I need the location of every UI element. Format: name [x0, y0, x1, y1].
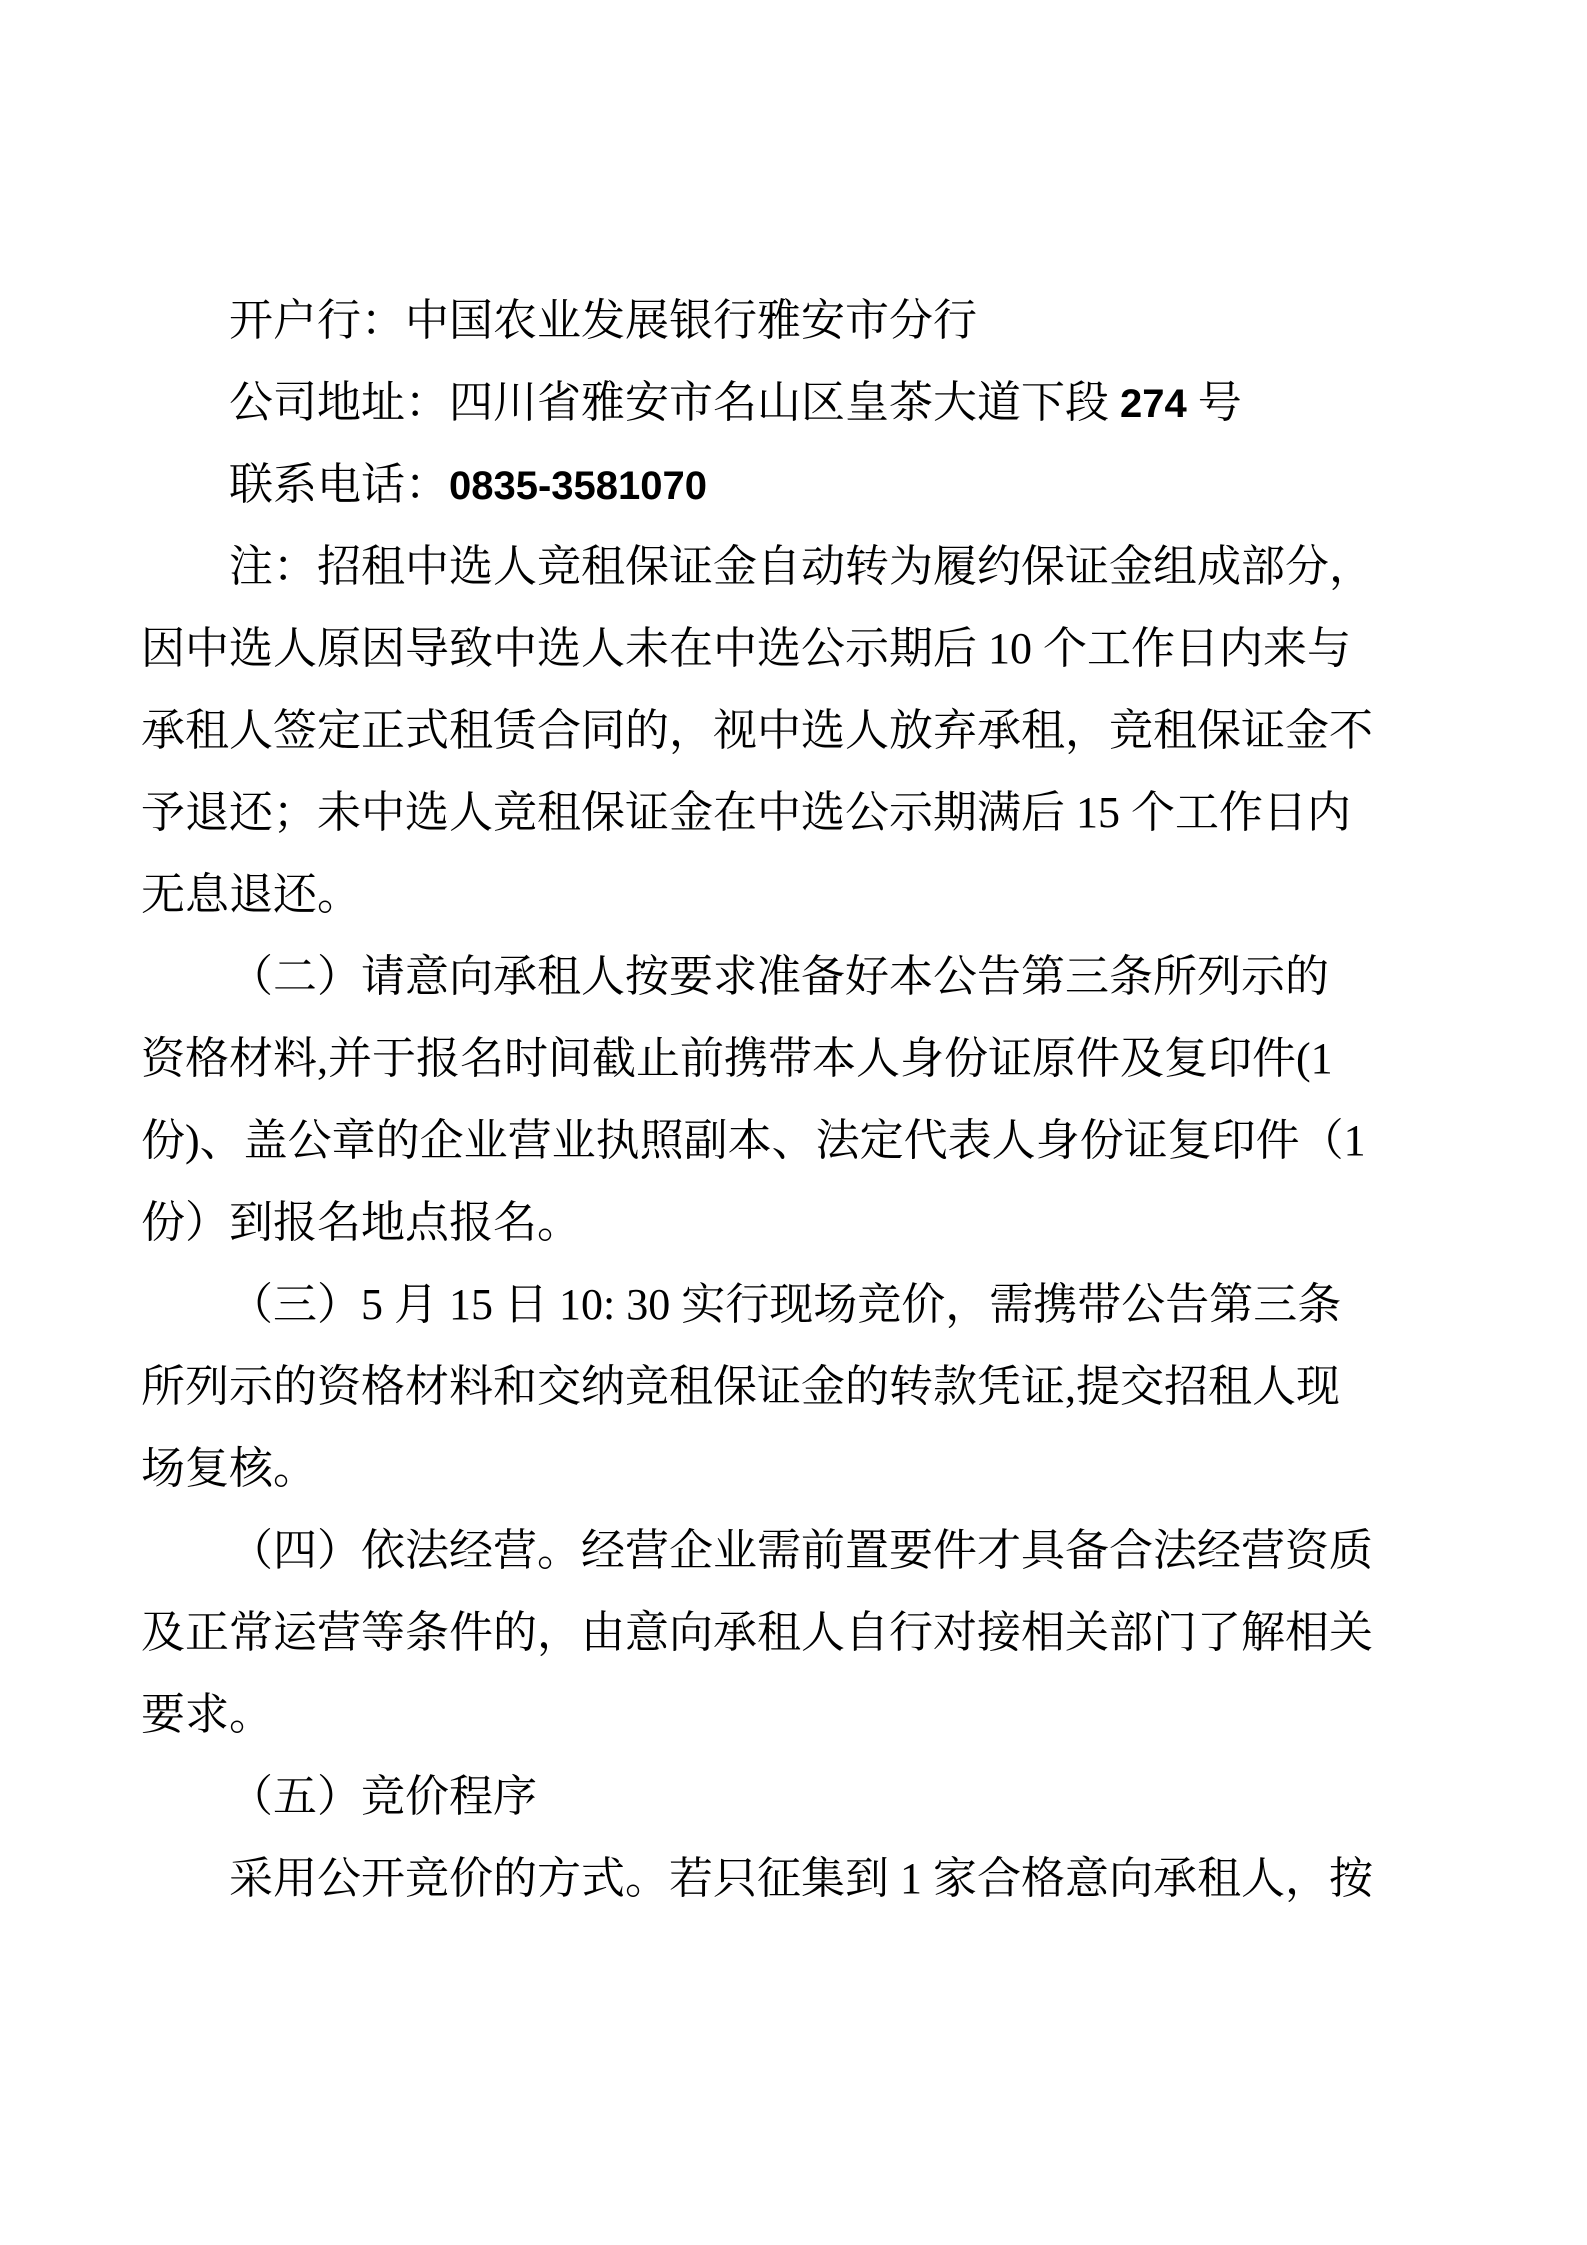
- text-segment: 所列示的资格材料和交纳竞租保证金的转款凭证,提交招租人现: [141, 1362, 1340, 1411]
- text-line: [141, 854, 1451, 936]
- text-segment: （四）依法经营。: [229, 1526, 581, 1575]
- text-segment: 资格材料,并于报名时间截止前携带本人身份证原件及复印件(1: [141, 1034, 1333, 1083]
- text-line: [141, 1018, 1451, 1100]
- text-line: [141, 1428, 1451, 1510]
- text-line: [141, 526, 1451, 608]
- text-line: [141, 690, 1451, 772]
- text-segment: 注：招租中选人竞租保证金自动转为履约保证金组成部分，: [229, 542, 1373, 591]
- text-segment: 及正常运营等条件的，由意向承租人自行对接相关部门了解相关: [141, 1608, 1373, 1657]
- text-line: [141, 444, 1451, 526]
- text-segment: 公司地址：四川省雅安市名山区皇茶大道下段: [229, 378, 1120, 427]
- document-body: [141, 280, 1451, 1920]
- text-segment: 采用公开竞价的方式。若只征集到 1 家合格意向承租人，按: [229, 1854, 1373, 1903]
- text-segment: 经营企业需前置要件才具备合法经营资质: [581, 1526, 1373, 1575]
- text-line: [141, 1264, 1451, 1346]
- text-segment: （五）竞价程序: [229, 1772, 537, 1821]
- text-line: [141, 1100, 1451, 1182]
- text-segment: 开户行：中国农业发展银行雅安市分行: [229, 296, 977, 345]
- text-segment: （三）5 月 15 日 10: 30 实行现场竞价，需携带公告第三条: [229, 1280, 1342, 1329]
- text-segment: 因中选人原因导致中选人未在中选公示期后 10 个工作日内来与: [141, 624, 1351, 673]
- text-segment: 承租人签定正式租赁合同的，视中选人放弃承租，竞租保证金不: [141, 706, 1373, 755]
- text-segment: 274: [1120, 382, 1187, 426]
- text-line: [141, 362, 1451, 444]
- text-line: [141, 1510, 1451, 1592]
- text-segment: 无息退还。: [141, 870, 361, 919]
- text-segment: 场复核。: [141, 1444, 317, 1493]
- text-line: [141, 1838, 1451, 1920]
- text-line: [141, 608, 1451, 690]
- text-line: [141, 1182, 1451, 1264]
- text-line: [141, 936, 1451, 1018]
- text-segment: 0835-3581070: [449, 464, 708, 508]
- text-line: [141, 1592, 1451, 1674]
- text-line: [141, 1674, 1451, 1756]
- text-segment: 份）到报名地点报名。: [141, 1198, 581, 1247]
- text-segment: 予退还；未中选人竞租保证金在中选公示期满后 15 个工作日内: [141, 788, 1351, 837]
- text-line: [141, 1346, 1451, 1428]
- text-segment: 要求。: [141, 1690, 273, 1739]
- text-line: [141, 1756, 1451, 1838]
- text-line: [141, 772, 1451, 854]
- text-segment: 份)、盖公章的企业营业执照副本、法定代表人身份证复印件（1: [141, 1116, 1366, 1165]
- text-segment: （二）请意向承租人按要求准备好本公告第三条所列示的: [229, 952, 1329, 1001]
- text-segment: 联系电话：: [229, 460, 449, 509]
- text-segment: 号: [1186, 378, 1242, 427]
- text-line: [141, 280, 1451, 362]
